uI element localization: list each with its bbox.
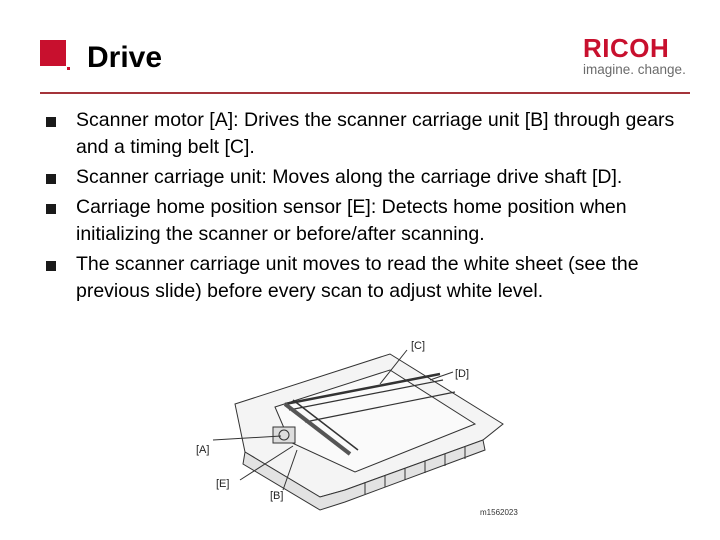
bullet-text: Carriage home position sensor [E]: Detects home position when initializing the scanner or before/after scanning.: [76, 196, 627, 245]
bullet-item: [46, 107, 696, 161]
bullet-text: The scanner carriage unit moves to read the white sheet (see the previous slide) before every scan to adjust white level.: [76, 253, 639, 302]
logo-wordmark: RICOH: [583, 33, 670, 63]
bullet-item: [46, 194, 696, 248]
bullet-list: [46, 107, 696, 308]
scanner-drawing: [185, 332, 545, 522]
logo-tagline: imagine. change.: [583, 62, 686, 77]
bullet-item: [46, 164, 696, 191]
bullet-square-icon: [46, 117, 56, 127]
bullet-square-icon: [46, 204, 56, 214]
bullet-square-icon: [46, 261, 56, 271]
ricoh-logo: [583, 34, 691, 77]
callout-c: [C]: [411, 340, 426, 352]
callout-d: [D]: [455, 368, 470, 380]
slide-title: Drive: [87, 41, 163, 74]
figure-id: m1562023: [480, 508, 518, 517]
bullet-square-icon: [46, 174, 56, 184]
title-divider: [40, 92, 690, 94]
title-square-icon: [40, 40, 70, 70]
bullet-text: Scanner motor [A]: Drives the scanner carriage unit [B] through gears and a timing belt [C].: [76, 109, 675, 158]
scanner-diagram: [185, 332, 545, 522]
bullet-text: Scanner carriage unit: Moves along the carriage drive shaft [D].: [76, 166, 623, 188]
callout-b: [B]: [270, 490, 284, 502]
bullet-item: [46, 251, 696, 305]
callout-a: [A]: [196, 444, 210, 456]
callout-e: [E]: [216, 478, 230, 490]
